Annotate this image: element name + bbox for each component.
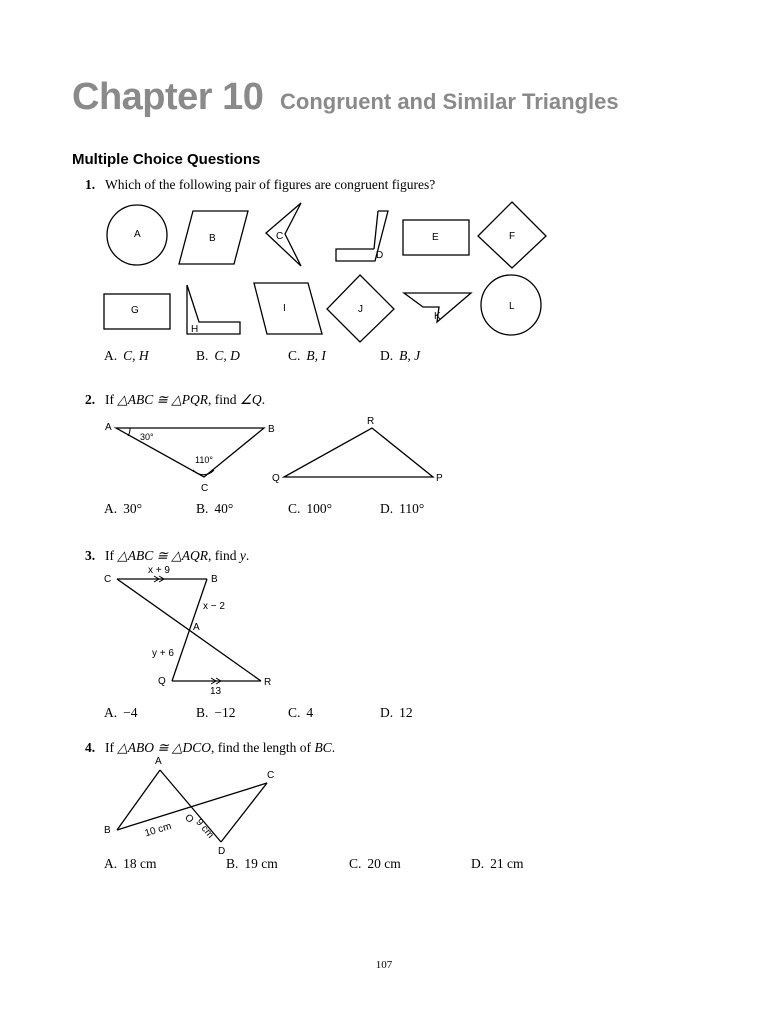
q3-option-b[interactable]: B. −12 xyxy=(196,705,236,720)
q3-option-a[interactable]: A. −4 xyxy=(104,705,138,720)
figure-label-a: A xyxy=(134,229,141,240)
side-qr-label: 13 xyxy=(210,686,222,697)
vertex-o-label: O xyxy=(182,812,196,826)
figure-label-l: L xyxy=(509,301,515,312)
page-number: 107 xyxy=(375,959,393,971)
vertex-c-label: C xyxy=(201,483,209,494)
figure-label-f: F xyxy=(509,231,516,242)
question-number: 2. xyxy=(85,392,96,407)
q2-option-d[interactable]: D. 110° xyxy=(380,501,425,516)
chapter-number: Chapter 10 xyxy=(72,76,264,118)
angle-a-label: 30° xyxy=(140,432,154,442)
vertex-c-label: C xyxy=(104,574,112,585)
side-ba-label: x − 2 xyxy=(203,601,225,612)
figure-label-b: B xyxy=(209,233,216,244)
vertex-p-label: P xyxy=(436,473,443,484)
q3-option-d[interactable]: D. 12 xyxy=(380,705,413,720)
side-od-label: 9 cm xyxy=(193,816,216,841)
figure-label-i: I xyxy=(283,303,286,314)
q2-option-c[interactable]: C. 100° xyxy=(288,501,333,516)
question-number: 1. xyxy=(85,177,96,192)
vertex-a-label: A xyxy=(155,756,162,767)
vertex-b-label: B xyxy=(211,574,218,585)
q4-option-a[interactable]: A. 18 cm xyxy=(104,856,157,871)
q3-option-c[interactable]: C. 4 xyxy=(288,705,314,720)
question-number: 3. xyxy=(85,548,96,563)
q1-option-d[interactable]: D. B, J xyxy=(380,348,421,363)
angle-c-label: 110° xyxy=(195,455,213,465)
vertex-c-label: C xyxy=(267,770,275,781)
section-heading: Multiple Choice Questions xyxy=(72,151,261,168)
figure-label-c: C xyxy=(276,231,284,242)
question-text: Which of the following pair of figures are congruent figures? xyxy=(105,177,436,192)
question-number: 4. xyxy=(85,740,96,755)
figure-label-k: K xyxy=(434,311,441,322)
vertex-d-label: D xyxy=(218,846,226,857)
vertex-a-label: A xyxy=(105,422,112,433)
q4-option-b[interactable]: B. 19 cm xyxy=(226,856,278,871)
q1-option-a[interactable]: A. C, H xyxy=(104,348,149,363)
question-4: 4. If △ABO ≅ △DCO, find the length of BC. xyxy=(85,740,336,755)
vertex-a-label: A xyxy=(193,622,200,633)
q4-option-d[interactable]: D. 21 cm xyxy=(471,856,524,871)
vertex-q-label: Q xyxy=(272,473,280,484)
vertex-q-label: Q xyxy=(158,676,166,687)
side-aq-label: y + 6 xyxy=(152,648,174,659)
vertex-r-label: R xyxy=(367,416,375,427)
side-cb-label: x + 9 xyxy=(148,565,170,576)
side-bo-label: 10 cm xyxy=(143,820,173,840)
figure-label-g: G xyxy=(131,305,139,316)
question-2: 2. If △ABC ≅ △PQR, find ∠Q. xyxy=(85,392,266,407)
q2-option-b[interactable]: B. 40° xyxy=(196,501,234,516)
vertex-b-label: B xyxy=(104,825,111,836)
figure-label-h: H xyxy=(191,324,199,335)
vertex-r-label: R xyxy=(264,677,272,688)
q2-option-a[interactable]: A. 30° xyxy=(104,501,143,516)
vertex-b-label: B xyxy=(268,424,275,435)
figure-label-e: E xyxy=(432,232,439,243)
figure-label-d: D xyxy=(376,250,384,261)
figure-label-j: J xyxy=(358,304,363,315)
question-3: 3. If △ABC ≅ △AQR, find y. xyxy=(85,548,250,563)
q1-option-c[interactable]: C. B, I xyxy=(288,348,326,363)
chapter-title: Congruent and Similar Triangles xyxy=(280,89,619,114)
q4-option-c[interactable]: C. 20 cm xyxy=(349,856,401,871)
q1-option-b[interactable]: B. C, D xyxy=(196,348,240,363)
